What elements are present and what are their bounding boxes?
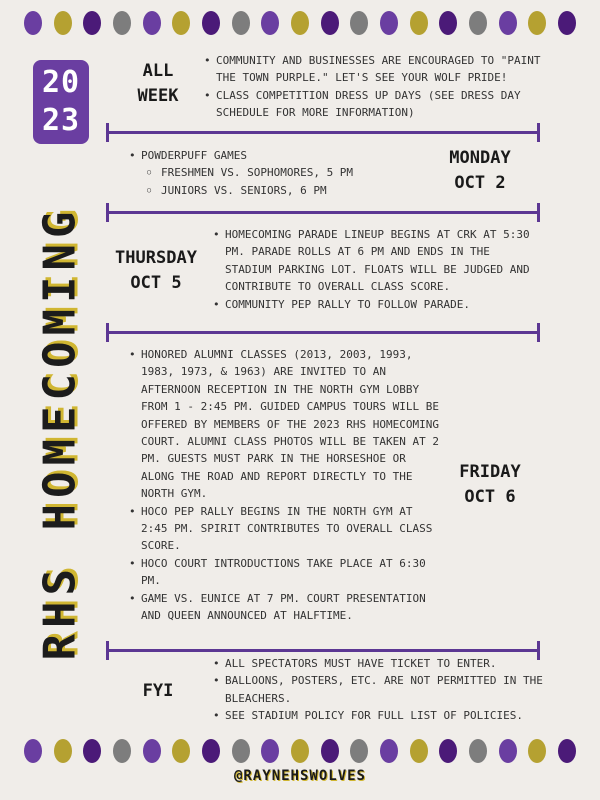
decorative-dot xyxy=(410,739,428,763)
all-week-heading xyxy=(128,59,188,109)
friday-heading-line1: FRIDAY xyxy=(459,462,521,482)
section-divider xyxy=(106,649,540,652)
list-item: • BALLOONS, POSTERS, ETC. ARE NOT PERMITTED IN THE BLEACHERS. xyxy=(213,672,543,707)
decorative-dot xyxy=(321,739,339,763)
list-sub-item: ○ FRESHMEN VS. SOPHOMORES, 5 PM xyxy=(129,164,409,181)
list-item: • SEE STADIUM POLICY FOR FULL LIST OF POLICIES. xyxy=(213,707,543,724)
decorative-dot xyxy=(469,739,487,763)
decorative-dot xyxy=(558,739,576,763)
decorative-dot xyxy=(202,11,220,35)
thursday-heading-line1: THURSDAY xyxy=(115,248,197,268)
decorative-dot xyxy=(410,11,428,35)
monday-heading-line1: MONDAY xyxy=(449,148,511,168)
year-top: 20 xyxy=(41,65,81,100)
list-item: • HONORED ALUMNI CLASSES (2013, 2003, 1993, 1983, 1973, & 1963) ARE INVITED TO AN AFTERNOON RECEPTION IN THE NORTH GYM LOBBY FROM 1 - 2:45 PM. GUIDED CAMPUS TOURS WILL BE OFFERED BY MEMBERS OF THE 2023 RHS HOMECOMING COURT. ALUMNI CLASS PHOTOS WILL BE TAKEN AT 2 PM. GUESTS MUST PARK IN THE HORSESHOE OR ALONG THE ROAD AND REPORT DIRECTLY TO THE NORTH GYM. xyxy=(129,346,441,503)
decorative-dot xyxy=(172,11,190,35)
list-item: • CLASS COMPETITION DRESS UP DAYS (SEE DRESS DAY SCHEDULE FOR MORE INFORMATION) xyxy=(204,87,544,122)
decorative-dot xyxy=(469,11,487,35)
year-badge xyxy=(33,60,89,144)
decorative-dot xyxy=(439,739,457,763)
decorative-dot xyxy=(54,11,72,35)
decorative-dot xyxy=(380,11,398,35)
thursday-list xyxy=(213,226,539,313)
decorative-dot xyxy=(232,739,250,763)
decorative-dot xyxy=(558,11,576,35)
section-divider xyxy=(106,211,540,214)
list-item: • HOCO COURT INTRODUCTIONS TAKE PLACE AT 6:30 PM. xyxy=(129,555,441,590)
vertical-title: RHS HOMECOMING xyxy=(34,205,86,661)
list-item: • HOCO PEP RALLY BEGINS IN THE NORTH GYM AT 2:45 PM. SPIRIT CONTRIBUTES TO OVERALL CLASS SCORE. xyxy=(129,503,441,555)
list-item: • HOMECOMING PARADE LINEUP BEGINS AT CRK AT 5:30 PM. PARADE ROLLS AT 6 PM AND ENDS IN THE STADIUM PARKING LOT. FLOATS WILL BE JUDGED AND CONTRIBUTE TO OVERALL CLASS SCORE. xyxy=(213,226,539,296)
decorative-dot xyxy=(24,739,42,763)
decorative-dot xyxy=(232,11,250,35)
top-dot-border xyxy=(24,10,576,36)
decorative-dot xyxy=(499,739,517,763)
decorative-dot xyxy=(499,11,517,35)
decorative-dot xyxy=(202,739,220,763)
bottom-dot-border xyxy=(24,738,576,764)
thursday-heading xyxy=(104,246,208,296)
decorative-dot xyxy=(261,11,279,35)
social-handle: @RAYNEHSWOLVES xyxy=(233,768,366,784)
section-divider xyxy=(106,131,540,134)
list-item: • COMMUNITY AND BUSINESSES ARE ENCOURAGED TO "PAINT THE TOWN PURPLE." LET'S SEE YOUR WOLF PRIDE! xyxy=(204,52,544,87)
list-item: • GAME VS. EUNICE AT 7 PM. COURT PRESENTATION AND QUEEN ANNOUNCED AT HALFTIME. xyxy=(129,590,441,625)
decorative-dot xyxy=(291,739,309,763)
monday-list xyxy=(129,147,409,199)
decorative-dot xyxy=(291,11,309,35)
decorative-dot xyxy=(54,739,72,763)
decorative-dot xyxy=(143,739,161,763)
decorative-dot xyxy=(439,11,457,35)
decorative-dot xyxy=(113,739,131,763)
decorative-dot xyxy=(528,739,546,763)
list-sub-item: ○ JUNIORS VS. SENIORS, 6 PM xyxy=(129,182,409,199)
friday-list xyxy=(129,346,441,625)
decorative-dot xyxy=(24,11,42,35)
list-item: • ALL SPECTATORS MUST HAVE TICKET TO ENTER. xyxy=(213,655,543,672)
list-item: • COMMUNITY PEP RALLY TO FOLLOW PARADE. xyxy=(213,296,539,313)
friday-heading xyxy=(440,460,540,510)
fyi-list xyxy=(213,655,543,725)
decorative-dot xyxy=(350,739,368,763)
year-bottom: 23 xyxy=(41,103,81,138)
thursday-heading-line2: OCT 5 xyxy=(130,273,182,293)
decorative-dot xyxy=(113,11,131,35)
monday-heading-line2: OCT 2 xyxy=(454,173,506,193)
friday-heading-line2: OCT 6 xyxy=(464,487,516,507)
decorative-dot xyxy=(143,11,161,35)
list-item: • POWDERPUFF GAMES xyxy=(129,147,409,164)
decorative-dot xyxy=(172,739,190,763)
decorative-dot xyxy=(83,11,101,35)
fyi-heading: FYI xyxy=(142,681,174,701)
decorative-dot xyxy=(261,739,279,763)
all-week-heading-line1: ALL xyxy=(142,61,174,81)
all-week-heading-line2: WEEK xyxy=(137,86,179,106)
decorative-dot xyxy=(350,11,368,35)
decorative-dot xyxy=(321,11,339,35)
monday-heading xyxy=(420,146,540,196)
all-week-list xyxy=(204,52,544,122)
section-divider xyxy=(106,331,540,334)
decorative-dot xyxy=(380,739,398,763)
decorative-dot xyxy=(83,739,101,763)
decorative-dot xyxy=(528,11,546,35)
